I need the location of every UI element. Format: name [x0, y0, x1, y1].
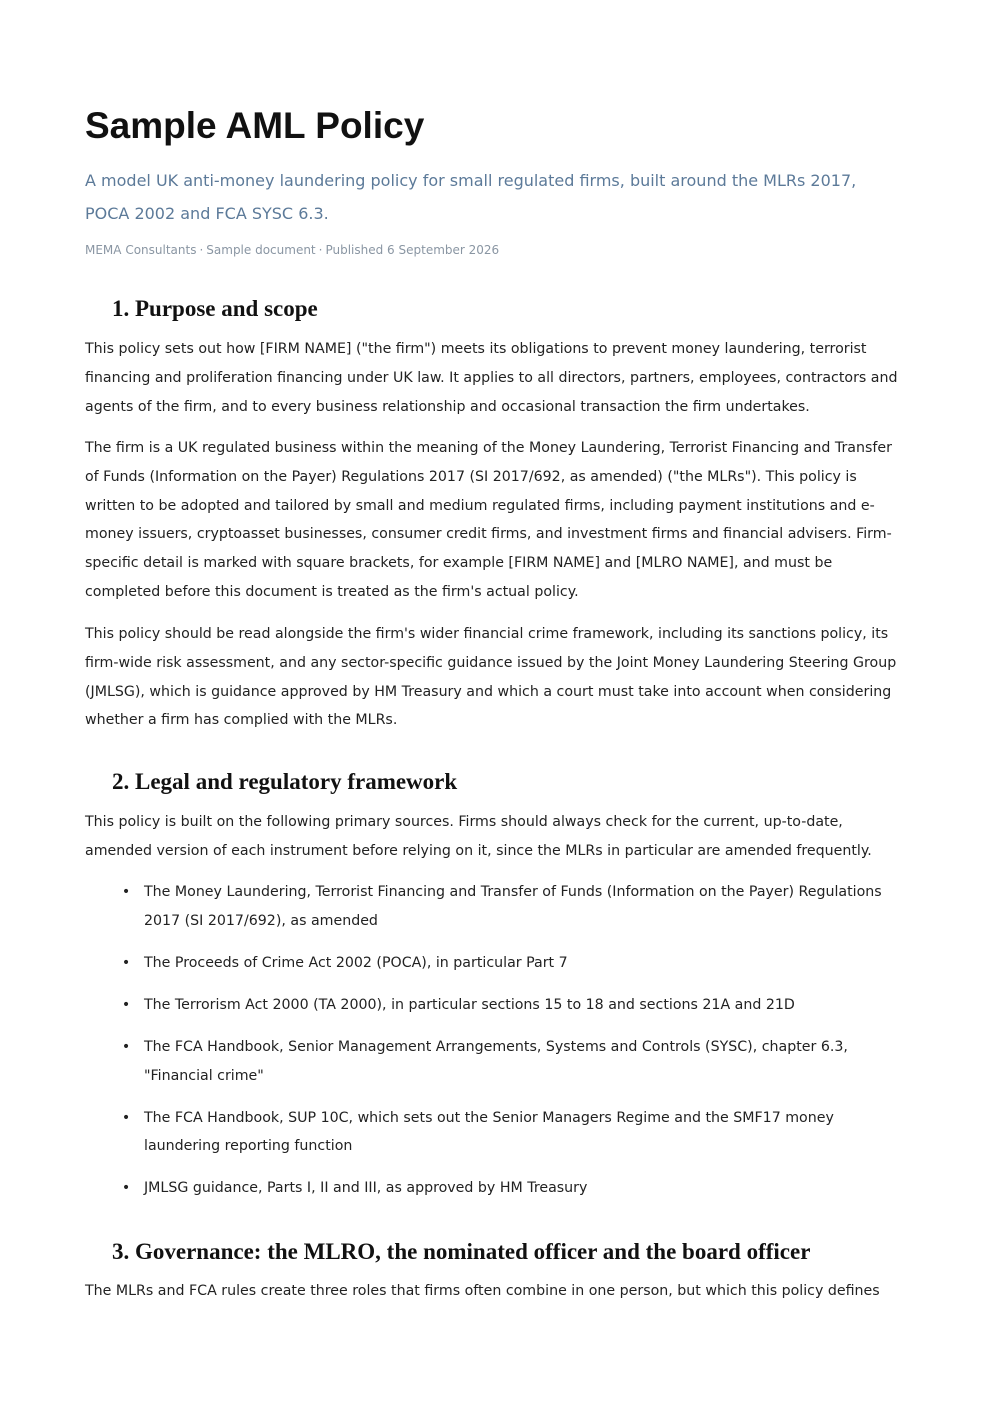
list-item — [85, 991, 894, 1020]
meta-published-date: Published 6 September 2026 — [325, 243, 500, 257]
section-paragraph: This policy sets out how [FIRM NAME] ("the firm") meets its obligations to prevent money laundering, terrorist financing and proliferation financing under UK law. It applies to all directors, partners, employees, contractors and agents of the firm, and to every business relationship and occasional transaction the firm undertakes. — [85, 341, 898, 415]
list-item — [85, 878, 894, 936]
bullet-icon: • — [121, 1038, 131, 1055]
list-item-text: The FCA Handbook, SUP 10C, which sets out the Senior Managers Regime and the SMF17 money laundering reporting function — [144, 1109, 834, 1155]
list-item — [85, 949, 894, 978]
meta-doc-type: Sample document — [206, 243, 316, 257]
list-item-text: JMLSG guidance, Parts I, II and III, as approved by HM Treasury — [144, 1180, 588, 1197]
bullet-icon: • — [121, 884, 131, 900]
legal-sources-list — [85, 878, 900, 1216]
section-heading-governance: 3. Governance: the MLRO, the nominated officer and the board officer — [112, 1239, 811, 1264]
meta-separator: · — [199, 243, 204, 257]
section-paragraph: The firm is a UK regulated business within the meaning of the Money Laundering, Terrorist Financing and Transfer of Funds (Information on the Payer) Regulations 2017 (SI 2017/692, as amended) ("the MLRs"). This policy is written to be adopted and tailored by small and medium regulated firms, including payment institutions and e-money issuers, cryptoasset businesses, consumer credit firms, and investment firms and financial advisers. Firm-specific detail is marked with square brackets, for example [FIRM NAME] and [MLRO NAME], and must be completed before this document is treated as the firm's actual policy. — [85, 440, 892, 600]
meta-separator: · — [318, 243, 323, 257]
list-item — [85, 1174, 894, 1203]
section-heading-legal-framework: 2. Legal and regulatory framework — [112, 769, 458, 794]
list-item — [85, 1104, 894, 1162]
section-paragraph: The MLRs and FCA rules create three roles that firms often combine in one person, but which this policy defines — [85, 1283, 880, 1299]
section-paragraph: This policy should be read alongside the firm's wider financial crime framework, including its sanctions policy, its firm-wide risk assessment, and any sector-specific guidance issued by the Joint Money Laundering Steering Group (JMLSG), which is guidance approved by HM Treasury and which a court must take into account when considering whether a firm has complied with the MLRs. — [85, 626, 897, 729]
meta-author: MEMA Consultants — [85, 243, 197, 257]
list-item-text: The Money Laundering, Terrorist Financing and Transfer of Funds (Information on the Payer) Regulations 2017 (SI 2017/692), as amended — [144, 884, 882, 929]
bullet-icon: • — [121, 996, 131, 1013]
document-title: Sample AML Policy — [85, 105, 425, 146]
list-item — [85, 1033, 894, 1091]
list-item-text: The Proceeds of Crime Act 2002 (POCA), in particular Part 7 — [144, 954, 568, 971]
document-meta — [85, 240, 499, 260]
bullet-icon: • — [121, 1109, 131, 1126]
bullet-icon: • — [121, 1180, 131, 1197]
list-item-text: The FCA Handbook, Senior Management Arrangements, Systems and Controls (SYSC), chapter 6.3, "Financial crime" — [144, 1038, 848, 1084]
section-paragraph: This policy is built on the following primary sources. Firms should always check for the current, up-to-date, amended version of each instrument before relying on it, since the MLRs in particular are amended frequently. — [85, 814, 872, 859]
document-subtitle: A model UK anti-money laundering policy for small regulated firms, built around the MLRs 2017, POCA 2002 and FCA SYSC 6.3. — [85, 171, 857, 223]
section-heading-purpose-and-scope: 1. Purpose and scope — [112, 296, 318, 321]
bullet-icon: • — [121, 954, 131, 971]
list-item-text: The Terrorism Act 2000 (TA 2000), in particular sections 15 to 18 and sections 21A and 21D — [144, 996, 795, 1013]
